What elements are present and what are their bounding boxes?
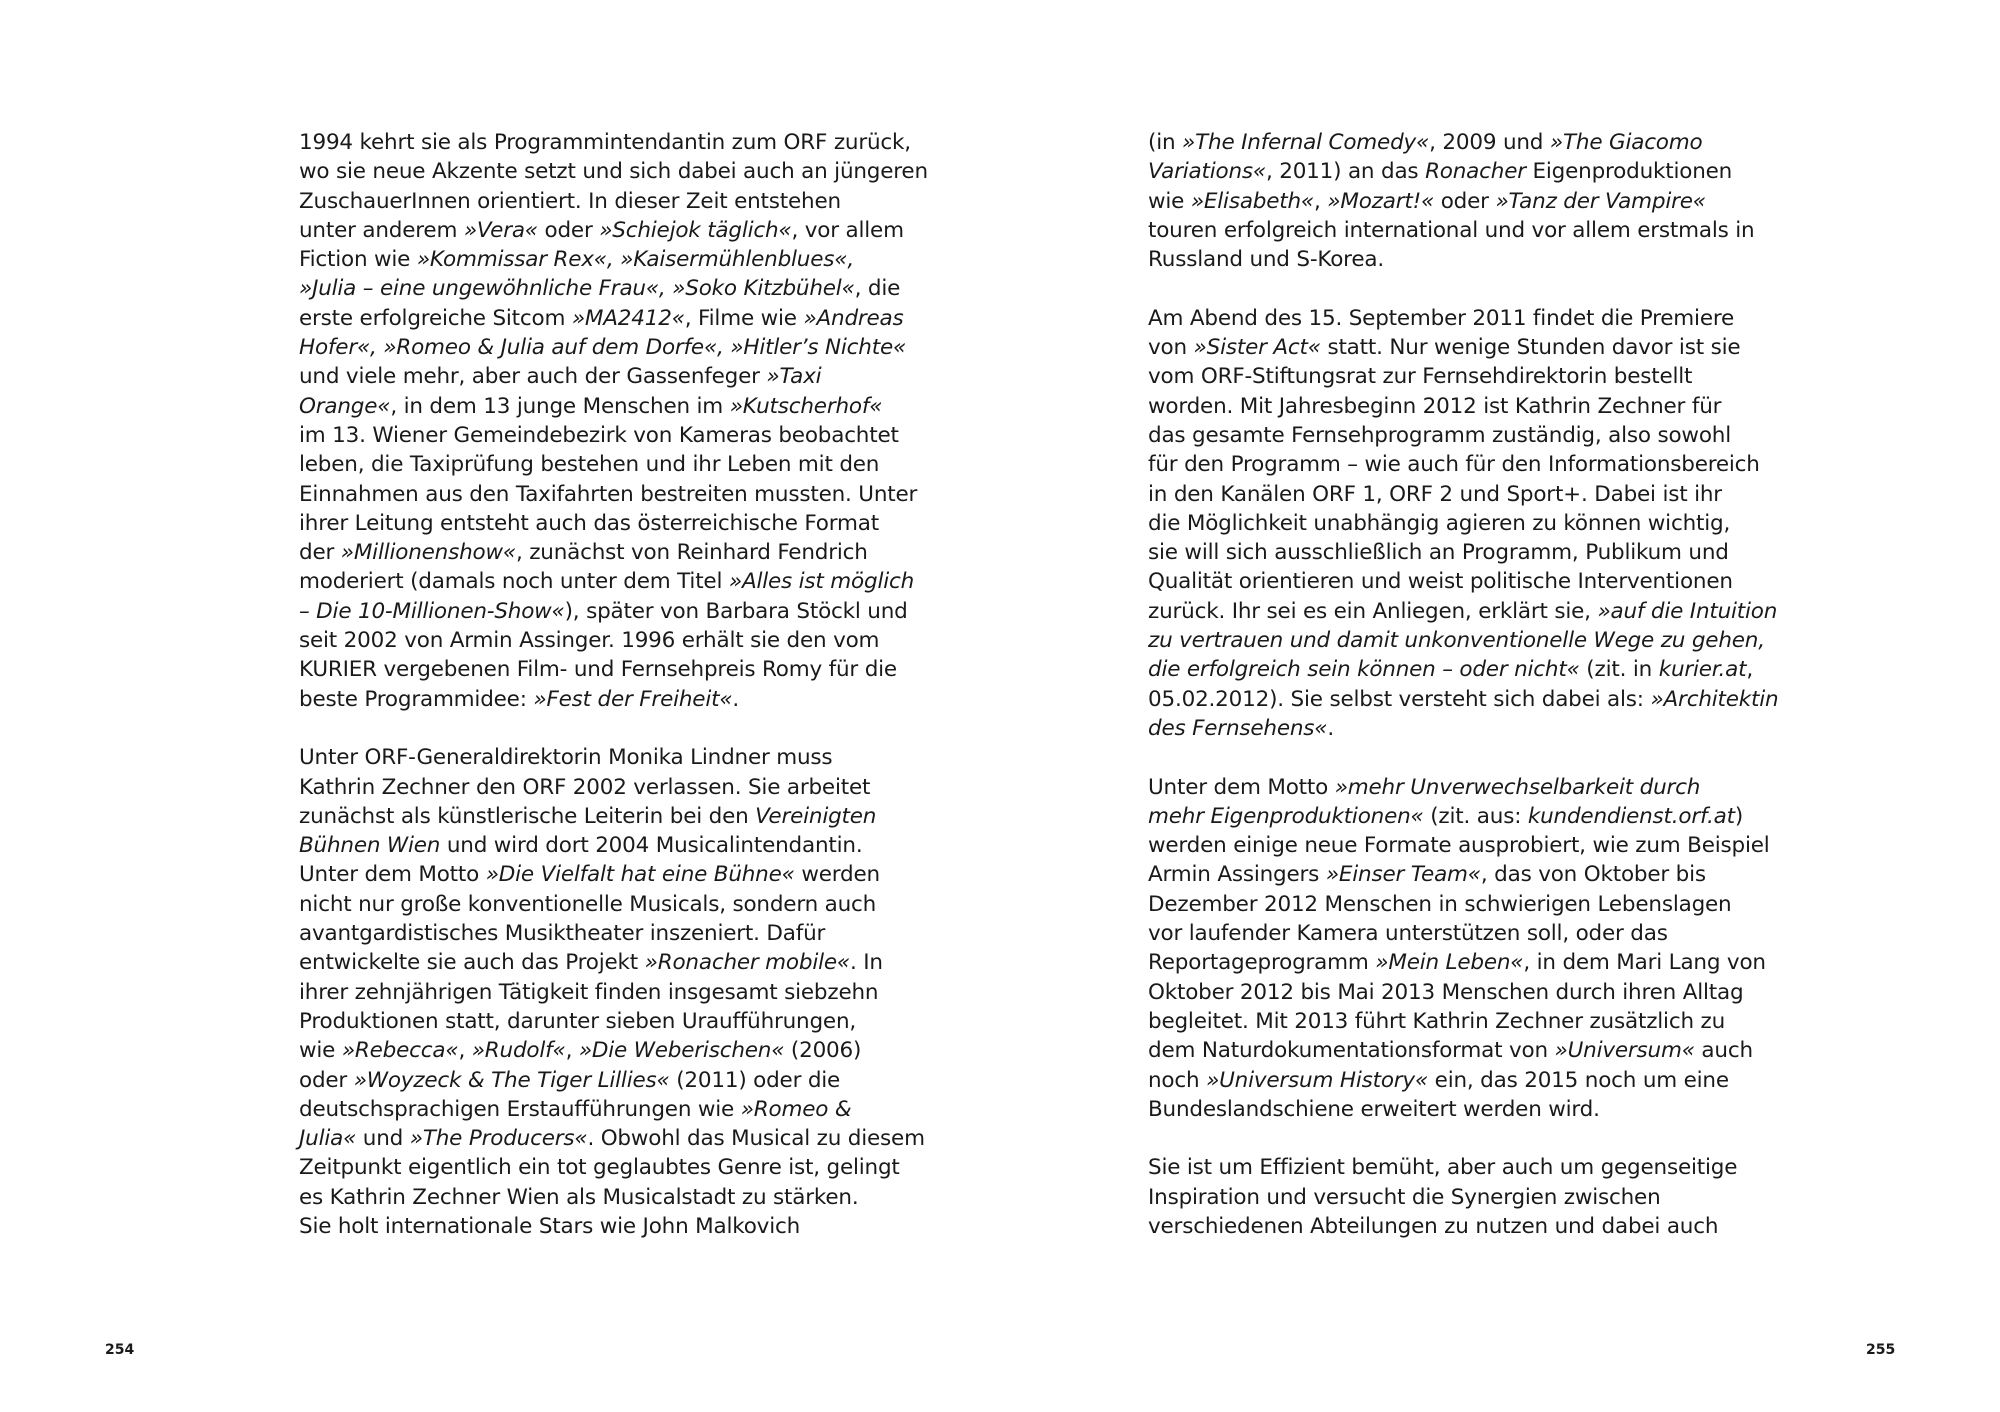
italic-text: Variations« bbox=[1148, 159, 1266, 185]
italic-text: Hofer«, »Romeo & Julia auf dem Dorfe«, »Hitler’s Nichte« bbox=[299, 335, 907, 361]
text-run: Unter dem Motto bbox=[299, 862, 486, 888]
text-run: Fiction wie bbox=[299, 247, 417, 273]
text-run: 05.02.2012). Sie selbst versteht sich dabei als: bbox=[1148, 686, 1651, 712]
text-run: (2011) oder die bbox=[669, 1067, 841, 1093]
text-run: avantgardistisches Musiktheater inszeniert. Dafür bbox=[299, 921, 826, 947]
text-run: , das von Oktober bis bbox=[1480, 862, 1706, 888]
text-run: , 2009 und bbox=[1429, 130, 1550, 155]
italic-text: »Kommissar Rex«, »Kaisermühlenblues«, bbox=[416, 247, 854, 273]
text-run: wo sie neue Akzente setzt und sich dabei auch an jüngeren bbox=[299, 159, 928, 185]
text-line bbox=[299, 831, 879, 860]
italic-text: »Universum History« bbox=[1206, 1067, 1429, 1093]
text-run: verschiedenen Abteilungen zu nutzen und dabei auch bbox=[1148, 1213, 1719, 1239]
text-run: werden bbox=[794, 862, 880, 888]
text-run: und bbox=[356, 1126, 410, 1152]
text-line bbox=[299, 128, 911, 157]
text-line bbox=[299, 919, 879, 948]
text-run: das gesamte Fernsehprogramm zuständig, also sowohl bbox=[1148, 422, 1731, 448]
text-run: werden einige neue Formate ausprobiert, wie zum Beispiel bbox=[1148, 833, 1770, 859]
text-run: touren erfolgreich international und vor allem erstmals in bbox=[1148, 217, 1755, 243]
text-run: Armin Assingers bbox=[1148, 862, 1326, 888]
text-line bbox=[1148, 802, 1744, 831]
text-line bbox=[299, 978, 879, 1007]
italic-text: »Millionenshow« bbox=[340, 540, 516, 566]
text-line bbox=[299, 860, 879, 889]
paragraph bbox=[299, 128, 928, 714]
italic-text: »The Infernal Comedy« bbox=[1182, 130, 1430, 155]
text-line bbox=[299, 1007, 879, 1036]
text-run: der bbox=[299, 540, 341, 566]
text-line bbox=[299, 1124, 925, 1153]
italic-text: Bühnen Wien bbox=[299, 833, 441, 859]
paragraph bbox=[1148, 773, 1770, 1125]
italic-text: »Woyzeck & The Tiger Lillies« bbox=[353, 1067, 670, 1093]
page-number-right: 255 bbox=[1866, 1342, 1896, 1358]
text-run: entwickelte sie auch das Projekt bbox=[299, 950, 645, 976]
text-line bbox=[299, 890, 879, 919]
text-run: Bundeslandschiene erweitert werden wird. bbox=[1148, 1096, 1600, 1122]
text-run: ein, das 2015 noch um eine bbox=[1428, 1067, 1729, 1093]
text-line bbox=[1148, 860, 1728, 889]
text-line bbox=[1148, 216, 1755, 245]
italic-text: »Einser Team« bbox=[1325, 862, 1481, 888]
text-run: , 2011) an das bbox=[1265, 159, 1426, 185]
text-run: . In bbox=[849, 950, 883, 976]
text-run: oder bbox=[537, 217, 600, 243]
text-line bbox=[299, 802, 879, 831]
italic-text: »The Giacomo bbox=[1549, 130, 1703, 155]
text-run: Sie ist um Effizient bemüht, aber auch um gegenseitige bbox=[1148, 1155, 1738, 1181]
text-line bbox=[1148, 509, 1731, 538]
italic-text: »Schiejok täglich« bbox=[599, 217, 792, 243]
text-line bbox=[299, 567, 915, 596]
text-run: unter anderem bbox=[299, 217, 464, 243]
italic-text: »Vera« bbox=[463, 217, 538, 243]
text-line bbox=[299, 304, 904, 333]
italic-text: »Rudolf« bbox=[471, 1038, 566, 1064]
text-run: ) bbox=[1734, 803, 1744, 829]
text-run: Russland und S-Korea. bbox=[1148, 247, 1384, 273]
italic-text: »Andreas bbox=[803, 305, 904, 331]
text-line bbox=[1148, 714, 1728, 743]
text-line bbox=[299, 245, 879, 274]
text-line bbox=[1148, 450, 1760, 479]
text-line bbox=[1148, 773, 1728, 802]
text-line bbox=[299, 948, 883, 977]
text-line bbox=[1148, 1066, 1728, 1095]
text-run: Reportageprogramm bbox=[1148, 950, 1376, 976]
text-run: auch bbox=[1694, 1038, 1753, 1064]
text-run: , vor allem bbox=[791, 217, 904, 243]
page-number-left: 254 bbox=[105, 1342, 135, 1358]
text-run: worden. Mit Jahresbeginn 2012 ist Kathrin Zechner für bbox=[1148, 393, 1722, 419]
text-run: Qualität orientieren und weist politische Interventionen bbox=[1148, 569, 1733, 595]
text-line bbox=[299, 1153, 900, 1182]
text-run: . bbox=[1327, 715, 1334, 741]
text-run: (in bbox=[1148, 130, 1183, 155]
text-run: leben, die Taxiprüfung bestehen und ihr Leben mit den bbox=[299, 452, 880, 478]
text-run: KURIER vergebenen Film- und Fernsehpreis Romy für die bbox=[299, 657, 897, 683]
italic-text: die erfolgreich sein können – oder nicht« bbox=[1148, 657, 1580, 683]
italic-text: des Fernsehens« bbox=[1148, 715, 1328, 741]
text-run: Oktober 2012 bis Mai 2013 Menschen durch ihren Alltag bbox=[1148, 979, 1744, 1005]
text-run: , in dem 13 junge Menschen im bbox=[390, 393, 730, 419]
italic-text: »Die Weberischen« bbox=[578, 1038, 785, 1064]
text-run: . Obwohl das Musical zu diesem bbox=[587, 1126, 925, 1152]
right-page bbox=[1000, 0, 2000, 1412]
text-run: Dezember 2012 Menschen in schwierigen Lebenslagen bbox=[1148, 891, 1732, 917]
text-run: erste erfolgreiche Sitcom bbox=[299, 305, 572, 331]
text-run: (zit. aus: bbox=[1423, 803, 1528, 829]
text-run: nicht nur große konventionelle Musicals, sondern auch bbox=[299, 891, 877, 917]
text-line bbox=[299, 1066, 879, 1095]
text-run: im 13. Wiener Gemeindebezirk von Kameras beobachtet bbox=[299, 422, 899, 448]
text-line bbox=[1148, 1036, 1753, 1065]
italic-text: »Universum« bbox=[1554, 1038, 1695, 1064]
italic-text: »The Producers« bbox=[409, 1126, 588, 1152]
text-line bbox=[1148, 421, 1731, 450]
text-run: beste Programmidee: bbox=[299, 686, 534, 712]
text-run: moderiert (damals noch unter dem Titel bbox=[299, 569, 729, 595]
text-line bbox=[1148, 597, 1778, 626]
text-line bbox=[1148, 1153, 1738, 1182]
text-run: Am Abend des 15. September 2011 findet die Premiere bbox=[1148, 305, 1735, 331]
text-line bbox=[299, 333, 907, 362]
italic-text: »Julia – eine ungewöhnliche Frau«, »Soko Kitzbühel« bbox=[299, 276, 855, 302]
italic-text: »Elisabeth« bbox=[1190, 188, 1315, 214]
text-line bbox=[1148, 685, 1779, 714]
paragraph bbox=[1148, 304, 1779, 743]
text-line bbox=[1148, 831, 1770, 860]
text-line bbox=[1148, 304, 1735, 333]
text-run: ihrer zehnjährigen Tätigkeit finden insgesamt siebzehn bbox=[299, 979, 879, 1005]
text-line bbox=[1148, 1183, 1728, 1212]
text-run: und wird dort 2004 Musicalintendantin. bbox=[440, 833, 863, 859]
text-line bbox=[1148, 333, 1741, 362]
text-line bbox=[1148, 128, 1728, 157]
text-run: . bbox=[732, 686, 740, 712]
text-run: oder bbox=[299, 1067, 354, 1093]
italic-text: »Fest der Freiheit« bbox=[533, 686, 733, 712]
text-line bbox=[299, 1212, 879, 1241]
text-run: , zunächst von Reinhard Fendrich bbox=[515, 540, 868, 566]
text-run: , die bbox=[854, 276, 901, 302]
text-line bbox=[299, 187, 879, 216]
text-run: (zit. in bbox=[1579, 657, 1659, 683]
italic-text: »Romeo & bbox=[740, 1096, 852, 1122]
text-run: noch bbox=[1148, 1067, 1207, 1093]
text-line bbox=[1148, 890, 1732, 919]
text-run: , bbox=[458, 1038, 472, 1064]
text-line bbox=[1148, 362, 1728, 391]
text-line bbox=[299, 509, 879, 538]
text-line bbox=[1148, 392, 1728, 421]
italic-text: »Sister Act« bbox=[1193, 335, 1321, 361]
text-run: , Filme wie bbox=[684, 305, 804, 331]
text-run: Produktionen statt, darunter sieben Uraufführungen, bbox=[299, 1008, 857, 1034]
text-run: Einnahmen aus den Taxifahrten bestreiten mussten. Unter bbox=[299, 481, 918, 507]
text-line bbox=[299, 216, 904, 245]
text-line bbox=[299, 1183, 879, 1212]
text-run: sie will sich ausschließlich an Programm, Publikum und bbox=[1148, 540, 1729, 566]
italic-text: kundendienst.orf.at bbox=[1527, 803, 1735, 829]
text-run: vom ORF-Stiftungsrat zur Fernsehdirektorin bestellt bbox=[1148, 364, 1693, 390]
text-line bbox=[1148, 157, 1733, 186]
text-run: , bbox=[1314, 188, 1328, 214]
italic-text: »mehr Unverwechselbarkeit durch bbox=[1334, 774, 1701, 800]
text-line bbox=[1148, 480, 1728, 509]
paragraph bbox=[1148, 128, 1755, 274]
text-line bbox=[299, 597, 908, 626]
text-line bbox=[1148, 626, 1765, 655]
text-line bbox=[299, 274, 901, 303]
text-line bbox=[1148, 919, 1728, 948]
italic-text: mehr Eigenproduktionen« bbox=[1148, 803, 1424, 829]
italic-text: Julia« bbox=[299, 1126, 357, 1152]
text-run: vor laufender Kamera unterstützen soll, oder das bbox=[1148, 921, 1668, 947]
italic-text: Orange« bbox=[299, 393, 391, 419]
text-run: 1994 kehrt sie als Programmintendantin zum ORF zurück, bbox=[299, 130, 911, 155]
right-text-column bbox=[1148, 128, 1779, 1271]
italic-text: »Kutscherhof« bbox=[729, 393, 883, 419]
text-run: in den Kanälen ORF 1, ORF 2 und Sport+. Dabei ist ihr bbox=[1148, 481, 1722, 507]
text-run: die Möglichkeit unabhängig agieren zu können wichtig, bbox=[1148, 510, 1731, 536]
text-run: wie bbox=[1148, 188, 1191, 214]
text-run: Sie holt internationale Stars wie John Malkovich bbox=[299, 1213, 801, 1239]
text-run: es Kathrin Zechner Wien als Musicalstadt zu stärken. bbox=[299, 1184, 859, 1210]
text-run: Kathrin Zechner den ORF 2002 verlassen. Sie arbeitet bbox=[299, 774, 871, 800]
text-line bbox=[299, 450, 879, 479]
paragraph bbox=[299, 743, 925, 1241]
text-line bbox=[1148, 245, 1728, 274]
italic-text: »auf die Intuition bbox=[1597, 598, 1778, 624]
text-line bbox=[1148, 538, 1728, 567]
italic-text: »Die Vielfalt hat eine Bühne« bbox=[485, 862, 795, 888]
text-run: ZuschauerInnen orientiert. In dieser Zeit entstehen bbox=[299, 188, 841, 214]
italic-text: »Alles ist möglich bbox=[728, 569, 915, 595]
text-line bbox=[1148, 978, 1744, 1007]
text-run: Unter ORF-Generaldirektorin Monika Lindner muss bbox=[299, 745, 833, 771]
italic-text: »Tanz der Vampire« bbox=[1495, 188, 1706, 214]
italic-text: »Mein Leben« bbox=[1375, 950, 1524, 976]
text-line bbox=[299, 392, 883, 421]
text-line bbox=[1148, 1212, 1728, 1241]
text-run: begleitet. Mit 2013 führt Kathrin Zechner zusätzlich zu bbox=[1148, 1008, 1726, 1034]
text-line bbox=[1148, 567, 1733, 596]
text-line bbox=[1148, 1007, 1728, 1036]
text-run: zurück. Ihr sei es ein Anliegen, erklärt sie, bbox=[1148, 598, 1598, 624]
text-run: Unter dem Motto bbox=[1148, 774, 1335, 800]
text-line bbox=[1148, 655, 1753, 684]
text-line bbox=[299, 480, 918, 509]
italic-text: kurier.at bbox=[1658, 657, 1747, 683]
italic-text: – Die 10-Millionen-Show« bbox=[299, 598, 565, 624]
text-line bbox=[299, 1095, 879, 1124]
italic-text: »Ronacher mobile« bbox=[644, 950, 850, 976]
text-line bbox=[299, 655, 897, 684]
text-run: Eigenproduktionen bbox=[1525, 159, 1733, 185]
text-line bbox=[1148, 948, 1766, 977]
text-run: , bbox=[565, 1038, 579, 1064]
text-line bbox=[299, 157, 928, 186]
text-run: statt. Nur wenige Stunden davor ist sie bbox=[1320, 335, 1741, 361]
text-run: von bbox=[1148, 335, 1194, 361]
text-line bbox=[299, 743, 879, 772]
paragraph bbox=[1148, 1153, 1738, 1241]
text-line bbox=[299, 421, 899, 450]
text-line bbox=[299, 538, 879, 567]
text-line bbox=[299, 1036, 879, 1065]
text-line bbox=[299, 685, 879, 714]
text-run: zunächst als künstlerische Leiterin bei den bbox=[299, 803, 756, 829]
text-run: ihrer Leitung entsteht auch das österreichische Format bbox=[299, 510, 879, 536]
text-line bbox=[299, 773, 879, 802]
italic-text: »MA2412« bbox=[571, 305, 685, 331]
text-run: , bbox=[1746, 657, 1753, 683]
text-run: seit 2002 von Armin Assinger. 1996 erhält sie den vom bbox=[299, 628, 880, 654]
italic-text: »Architektin bbox=[1650, 686, 1779, 712]
text-run: deutschsprachigen Erstaufführungen wie bbox=[299, 1096, 741, 1122]
italic-text: »Rebecca« bbox=[341, 1038, 459, 1064]
text-line bbox=[1148, 187, 1728, 216]
text-run: und viele mehr, aber auch der Gassenfeger bbox=[299, 364, 767, 390]
text-run: ), später von Barbara Stöckl und bbox=[564, 598, 908, 624]
text-run: oder bbox=[1434, 188, 1496, 214]
italic-text: zu vertrauen und damit unkonventionelle Wege zu gehen, bbox=[1148, 628, 1765, 654]
text-line bbox=[1148, 1095, 1728, 1124]
text-run: wie bbox=[299, 1038, 342, 1064]
text-run: Inspiration und versucht die Synergien zwischen bbox=[1148, 1184, 1661, 1210]
italic-text: Vereinigten bbox=[755, 803, 877, 829]
italic-text: Ronacher bbox=[1425, 159, 1526, 185]
italic-text: »Taxi bbox=[766, 364, 822, 390]
text-line bbox=[299, 626, 879, 655]
left-text-column bbox=[299, 128, 928, 1271]
text-run: (2006) bbox=[784, 1038, 862, 1064]
text-run: Zeitpunkt eigentlich ein tot geglaubtes Genre ist, gelingt bbox=[299, 1155, 900, 1181]
text-run: dem Naturdokumentationsformat von bbox=[1148, 1038, 1555, 1064]
text-line bbox=[299, 362, 879, 391]
text-run: , in dem Mari Lang von bbox=[1523, 950, 1766, 976]
text-run: für den Programm – wie auch für den Informationsbereich bbox=[1148, 452, 1760, 478]
italic-text: »Mozart!« bbox=[1327, 188, 1435, 214]
